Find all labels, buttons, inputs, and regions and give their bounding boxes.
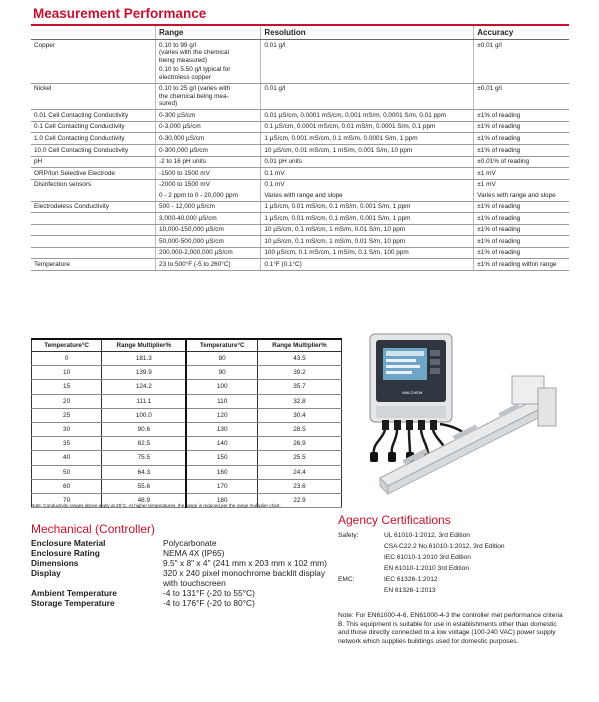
table-row — [32, 451, 342, 465]
parameter-cell — [31, 179, 156, 190]
multiplier-cell: 43.5 — [257, 352, 341, 366]
range-cell-text: 0-3,000 µS/cm — [159, 123, 201, 131]
accuracy-cell-text: ±1% of reading — [477, 123, 521, 131]
parameter-cell-text: 0.1 Cell Contacting Conductivity — [34, 123, 125, 131]
multiplier-cell: 181.3 — [102, 352, 187, 366]
multiplier-cell: 64.3 — [102, 465, 187, 479]
spec-value: NEMA 4X (IP65) — [163, 548, 225, 559]
parameter-cell-text: Electrodeless Conductivity — [34, 203, 109, 211]
table-row — [31, 224, 569, 236]
table-header-row — [32, 339, 342, 352]
accuracy-cell — [474, 145, 569, 157]
multiplier-cell: 28.5 — [257, 422, 341, 436]
accuracy-cell-text: ±1% of reading within range — [477, 260, 557, 268]
parameter-cell — [31, 247, 156, 259]
accuracy-cell — [474, 213, 569, 225]
parameter-cell — [31, 121, 156, 133]
range-cell — [156, 179, 261, 190]
multiplier-cell: 35.7 — [257, 380, 341, 394]
range-cell — [156, 83, 261, 110]
resolution-cell — [261, 40, 474, 84]
resolution-cell — [261, 190, 474, 201]
range-cell-text: 0 - 2 ppm to 0 - 20,000 ppm — [159, 191, 238, 199]
accuracy-cell — [474, 224, 569, 236]
parameter-cell — [31, 259, 156, 271]
accuracy-cell-text: ±1% of reading — [477, 237, 521, 245]
multiplier-cell: 24.4 — [257, 465, 341, 479]
accuracy-cell — [474, 156, 569, 168]
agency-certifications-title: Agency Certifications — [338, 513, 451, 527]
certification-row — [338, 554, 578, 565]
spec-label: Display — [31, 568, 61, 579]
multiplier-cell: 39.2 — [257, 366, 341, 380]
accuracy-cell-text: ±1 mV — [477, 181, 496, 189]
multiplier-cell: 25.5 — [257, 451, 341, 465]
temperature-cell: 10 — [32, 366, 102, 380]
range-cell-text: -2 to 16 pH units — [159, 158, 206, 166]
certification-row — [338, 532, 578, 543]
resolution-cell — [261, 201, 474, 213]
accuracy-cell-text: ±0.01% of reading — [477, 158, 530, 166]
brand-logo: WALCHEM — [402, 390, 423, 395]
resolution-cell — [261, 110, 474, 122]
multiplier-cell: 111.1 — [102, 394, 187, 408]
temperature-cell: 170 — [186, 479, 257, 493]
multiplier-cell: 75.5 — [102, 451, 187, 465]
col-header-multiplier: Range Multiplier% — [257, 339, 341, 352]
table-row — [31, 133, 569, 145]
resolution-cell-text: 10 µS/cm, 0.1 mS/cm, 1 mS/m, 0.01 S/m, 10 ppm — [264, 226, 406, 234]
accuracy-cell-text: ±0.01 g/l — [477, 85, 502, 93]
temperature-cell: 120 — [186, 408, 257, 422]
table-row — [32, 465, 342, 479]
certification-value: EN 61010-1:2010 3rd Edition — [384, 565, 470, 572]
multiplier-cell: 100.0 — [102, 408, 187, 422]
accuracy-cell-text: ±0.01 g/l — [477, 41, 502, 49]
resolution-cell-text: 0.01 µS/cm, 0.0001 mS/cm, 0.001 mS/m, 0.0001 S/m, 0.01 ppm — [264, 111, 446, 119]
resolution-cell — [261, 224, 474, 236]
table-row — [32, 479, 342, 493]
resolution-cell-text: 1 µS/cm, 0.001 mS/cm, 0.1 mS/m, 0.0001 S/m, 1 ppm — [264, 134, 418, 142]
certification-label: EMC: — [338, 576, 355, 583]
range-multiplier-table — [31, 338, 342, 508]
range-cell-text: 500 - 12,000 µS/cm — [159, 203, 215, 211]
measurement-performance-title: Measurement Performance — [33, 6, 207, 21]
multiplier-cell: 139.9 — [102, 366, 187, 380]
parameter-cell — [31, 213, 156, 225]
agency-note: Note: For EN61000-4-6, EN61000-4-3 the controller met performance criteria B. This equipment is suitable for use in establishments other than domestic and those directly connected to a low voltage (100-240 VAC) power supply network which supplies buildings used for domestic purposes. — [338, 612, 563, 645]
accuracy-cell-text: Varies with range and slope — [477, 191, 556, 199]
resolution-cell-text: 0.1 µS/cm, 0.0001 mS/cm, 0.01 mS/m, 0.0001 S/m, 0.1 ppm — [264, 123, 436, 131]
parameter-cell-text: pH — [34, 158, 43, 166]
temperature-cell: 40 — [32, 451, 102, 465]
resolution-cell — [261, 133, 474, 145]
temperature-cell: 160 — [186, 465, 257, 479]
temperature-cell: 25 — [32, 408, 102, 422]
accuracy-cell — [474, 121, 569, 133]
col-header-range: Range — [156, 25, 261, 40]
resolution-cell-text: 0.01 g/l — [264, 85, 286, 93]
table-row — [31, 179, 569, 190]
table-row — [31, 213, 569, 225]
table-row — [32, 408, 342, 422]
col-header — [31, 25, 156, 40]
mechanical-specs — [31, 538, 351, 609]
parameter-cell-text: 10.0 Cell Contacting Conductivity — [34, 146, 129, 154]
resolution-cell-text: 0.01 g/l — [264, 41, 286, 49]
accuracy-cell — [474, 190, 569, 201]
parameter-cell-text: ORP/Ion Selective Electrode — [34, 169, 115, 177]
multiplier-cell: 23.6 — [257, 479, 341, 493]
spec-row — [31, 588, 351, 598]
range-cell-text: 0-30,000 µS/cm — [159, 134, 205, 142]
certification-row — [338, 565, 578, 576]
multiplier-cell: 48.9 — [102, 493, 187, 507]
temperature-cell: 140 — [186, 437, 257, 451]
accuracy-cell-text: ±1% of reading — [477, 214, 521, 222]
table-row — [32, 437, 342, 451]
parameter-cell-text: Nickel — [34, 85, 52, 93]
resolution-cell — [261, 247, 474, 259]
certification-label — [338, 543, 384, 554]
certification-value: EN 61326-1:2013 — [384, 587, 436, 594]
range-cell — [156, 40, 261, 84]
resolution-cell — [261, 179, 474, 190]
range-cell — [156, 168, 261, 180]
col-header-temperature: Temperature°C — [32, 339, 102, 352]
conductivity-note: Note: Conductivity ranges above apply at 25°C. At higher temperatures, the range is reduced per the range multiplier chart. — [31, 503, 281, 508]
range-note: 0.10 to 5.50 g/l typical for electroless copper — [159, 66, 231, 81]
spec-label: Enclosure Rating — [31, 548, 100, 559]
certification-label — [338, 565, 384, 576]
parameter-cell — [31, 133, 156, 145]
resolution-cell-text: 0.01 pH units — [264, 158, 303, 166]
accuracy-cell — [474, 201, 569, 213]
parameter-cell-text: 0.01 Cell Contacting Conductivity — [34, 111, 129, 119]
temperature-cell: 90 — [186, 366, 257, 380]
range-cell-text: 10,000-150,000 µS/cm — [159, 226, 224, 234]
resolution-cell — [261, 156, 474, 168]
range-cell-text: 0-300,000 µS/cm — [159, 146, 208, 154]
temperature-cell: 150 — [186, 451, 257, 465]
multiplier-cell: 26.9 — [257, 437, 341, 451]
spec-row — [31, 538, 351, 548]
range-cell — [156, 156, 261, 168]
range-cell — [156, 145, 261, 157]
table-row — [32, 394, 342, 408]
certification-row — [338, 587, 578, 598]
table-row — [31, 40, 569, 84]
spec-label: Storage Temperature — [31, 598, 115, 609]
range-cell-text: 0.10 to 25 g/l (varies with the chemical being mea- sured) — [159, 85, 231, 108]
temperature-cell: 60 — [32, 479, 102, 493]
resolution-cell — [261, 236, 474, 248]
parameter-cell-text: Copper — [34, 41, 55, 49]
table-header-row — [31, 25, 569, 40]
certification-row — [338, 576, 578, 587]
temperature-cell: 80 — [186, 352, 257, 366]
accuracy-cell-text: ±1% of reading — [477, 146, 521, 154]
accuracy-cell — [474, 40, 569, 84]
spec-row — [31, 568, 351, 588]
table-row — [31, 236, 569, 248]
measurement-performance-table — [31, 24, 569, 271]
temperature-cell: 70 — [32, 493, 102, 507]
resolution-cell — [261, 83, 474, 110]
range-cell — [156, 133, 261, 145]
resolution-cell — [261, 168, 474, 180]
multiplier-cell: 22.9 — [257, 493, 341, 507]
parameter-cell — [31, 83, 156, 110]
certification-value: IEC 61326-1:2012 — [384, 576, 438, 583]
accuracy-cell-text: ±1% of reading — [477, 134, 521, 142]
temperature-cell: 50 — [32, 465, 102, 479]
mechanical-title: Mechanical (Controller) — [31, 522, 156, 536]
multiplier-cell: 90.6 — [102, 422, 187, 436]
parameter-cell — [31, 236, 156, 248]
parameter-cell — [31, 156, 156, 168]
multiplier-cell: 82.5 — [102, 437, 187, 451]
table-row — [31, 168, 569, 180]
table-row — [31, 156, 569, 168]
table-row — [31, 190, 569, 201]
resolution-cell-text: 10 µS/cm, 0.1 mS/cm, 1 mS/m, 0.01 S/m, 10 ppm — [264, 237, 406, 245]
range-cell-text: 0-300 µS/cm — [159, 111, 196, 119]
table-row — [31, 83, 569, 110]
multiplier-cell: 32.8 — [257, 394, 341, 408]
accuracy-cell-text: ±1% of reading — [477, 111, 521, 119]
spec-label: Ambient Temperature — [31, 588, 117, 599]
temperature-cell: 0 — [32, 352, 102, 366]
range-cell — [156, 213, 261, 225]
certification-label — [338, 554, 384, 565]
temperature-cell: 20 — [32, 394, 102, 408]
certification-value: IEC 61010-1:2010 3rd Edition — [384, 554, 471, 561]
accuracy-cell — [474, 83, 569, 110]
parameter-cell — [31, 190, 156, 201]
accuracy-cell — [474, 110, 569, 122]
resolution-cell — [261, 121, 474, 133]
table-row — [31, 145, 569, 157]
range-cell-text: 200,000-2,000,000 µS/cm — [159, 249, 233, 257]
controller-product-image — [362, 328, 572, 498]
resolution-cell-text: 1 µS/cm, 0.01 mS/cm, 0.1 mS/m, 0.001 S/m, 1 ppm — [264, 214, 411, 222]
resolution-cell — [261, 145, 474, 157]
col-header-resolution: Resolution — [261, 25, 474, 40]
accuracy-cell-text: ±1% of reading — [477, 203, 521, 211]
accuracy-cell-text: ±1% of reading — [477, 226, 521, 234]
parameter-cell — [31, 224, 156, 236]
range-cell — [156, 110, 261, 122]
col-header-temperature: Temperature°C — [186, 339, 257, 352]
accuracy-cell — [474, 168, 569, 180]
range-cell-text: -2000 to 1500 mV — [159, 181, 210, 189]
table-row — [31, 259, 569, 271]
table-row — [31, 121, 569, 133]
range-cell — [156, 190, 261, 201]
parameter-cell-text: Temperature — [34, 260, 70, 268]
multiplier-cell: 30.4 — [257, 408, 341, 422]
parameter-cell-text: Disinfection sensors — [34, 181, 92, 189]
parameter-cell-text: 1.0 Cell Contacting Conductivity — [34, 134, 125, 142]
range-cell — [156, 224, 261, 236]
table-row — [31, 110, 569, 122]
spec-value: -4 to 131°F (-20 to 55°C) — [163, 588, 255, 599]
table-row — [31, 247, 569, 259]
temperature-cell: 30 — [32, 422, 102, 436]
certification-value: UL 61010-1:2012, 3rd Edition — [384, 532, 470, 539]
spec-value: 320 x 240 pixel monochrome backlit display with touchscreen — [163, 568, 326, 589]
temperature-cell: 100 — [186, 380, 257, 394]
resolution-cell — [261, 213, 474, 225]
spec-row — [31, 598, 351, 608]
parameter-cell — [31, 168, 156, 180]
resolution-cell-text: 1 µS/cm, 0.01 mS/cm, 0.1 mS/m, 0.001 S/m, 1 ppm — [264, 203, 411, 211]
range-cell-text: 23 to 500°F (-5 to 260°C) — [159, 260, 231, 268]
range-cell-text: 3,000-40,000 µS/cm — [159, 214, 217, 222]
certification-value: CSA C22.2 No.61010-1:2012, 3rd Edition — [384, 543, 505, 550]
resolution-cell-text: Varies with range and slope — [264, 191, 343, 199]
spec-row — [31, 558, 351, 568]
range-cell-text: 0.10 to 99 g/l (varies with the chemical being measured) — [159, 41, 229, 64]
temperature-cell: 110 — [186, 394, 257, 408]
table-row — [32, 366, 342, 380]
spec-label: Dimensions — [31, 558, 79, 569]
col-header-accuracy: Accuracy — [474, 25, 569, 40]
certification-label: Safety: — [338, 532, 359, 539]
temperature-cell: 15 — [32, 380, 102, 394]
certification-row — [338, 543, 578, 554]
resolution-cell-text: 0.1 mV — [264, 169, 285, 177]
table-row — [32, 422, 342, 436]
col-header-multiplier: Range Multiplier% — [102, 339, 187, 352]
range-cell — [156, 259, 261, 271]
accuracy-cell — [474, 179, 569, 190]
parameter-cell — [31, 201, 156, 213]
temperature-cell: 35 — [32, 437, 102, 451]
multiplier-cell: 55.6 — [102, 479, 187, 493]
table-row — [32, 352, 342, 366]
range-cell-text: 50,000-500,000 µS/cm — [159, 237, 224, 245]
accuracy-cell — [474, 133, 569, 145]
temperature-cell: 130 — [186, 422, 257, 436]
range-cell-text: -1500 to 1500 mV — [159, 169, 210, 177]
spec-label: Enclosure Material — [31, 538, 106, 548]
table-row — [31, 201, 569, 213]
parameter-cell — [31, 40, 156, 84]
accuracy-cell-text: ±1 mV — [477, 169, 496, 177]
accuracy-cell — [474, 236, 569, 248]
spec-value: Polycarbonate — [163, 538, 217, 548]
spec-value: -4 to 176°F (-20 to 80°C) — [163, 598, 255, 609]
agency-certifications-list — [338, 532, 578, 598]
resolution-cell-text: 100 µS/cm, 0.1 mS/cm, 1 mS/m, 0.1 S/m, 100 ppm — [264, 249, 409, 257]
resolution-cell-text: 0.1 mV — [264, 181, 285, 189]
temperature-cell: 180 — [186, 493, 257, 507]
range-cell — [156, 201, 261, 213]
spec-value: 9.5" x 8" x 4" (241 mm x 203 mm x 102 mm) — [163, 558, 327, 569]
range-cell — [156, 247, 261, 259]
resolution-cell — [261, 259, 474, 271]
spec-row — [31, 548, 351, 558]
accuracy-cell-text: ±1% of reading — [477, 249, 521, 257]
certification-label — [338, 587, 384, 598]
range-cell — [156, 236, 261, 248]
resolution-cell-text: 10 µS/cm, 0.01 mS/cm, 1 mS/m, 0.001 S/m, 10 ppm — [264, 146, 413, 154]
accuracy-cell — [474, 247, 569, 259]
accuracy-cell — [474, 259, 569, 271]
table-row — [32, 380, 342, 394]
resolution-cell-text: 0.1°F (0.1°C) — [264, 260, 302, 268]
parameter-cell — [31, 145, 156, 157]
parameter-cell — [31, 110, 156, 122]
range-cell — [156, 121, 261, 133]
multiplier-cell: 124.2 — [102, 380, 187, 394]
